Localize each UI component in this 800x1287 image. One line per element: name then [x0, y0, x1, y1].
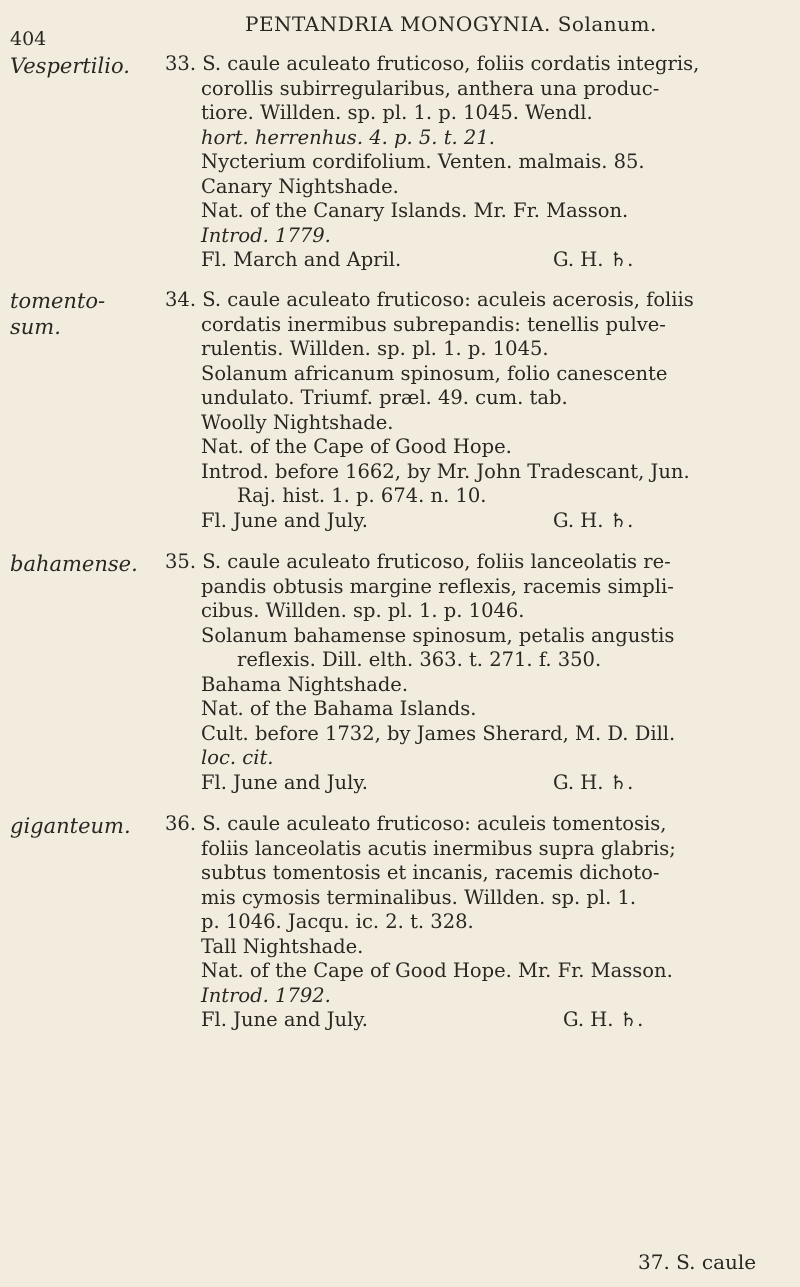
- entry-line: Raj. hist. 1. p. 674. n. 10.: [237, 484, 487, 507]
- entry-line: Nat. of the Canary Islands. Mr. Fr. Masson.: [201, 199, 629, 222]
- entry-line: Introd. before 1662, by Mr. John Tradescant, Jun.: [201, 459, 690, 483]
- entry-line: reflexis. Dill. elth. 363. t. 271. f. 350.: [237, 648, 602, 671]
- status-glyph: G. H. ♄.: [553, 248, 634, 271]
- flowering-line: Fl. June and July.: [201, 1008, 368, 1031]
- species-epithet: giganteum.: [10, 814, 131, 838]
- entry-line: 36. S. caule aculeato fruticoso: aculeis tomentosis,: [165, 812, 667, 835]
- entry-line: p. 1046. Jacqu. ic. 2. t. 328.: [201, 910, 474, 933]
- flowering-line: Fl. March and April.: [201, 248, 402, 271]
- entry-line: Tall Nightshade.: [201, 934, 364, 958]
- entry-line: Nycterium cordifolium. Venten. malmais. 85.: [201, 150, 645, 173]
- entry-text: [165, 550, 755, 795]
- entry-line: subtus tomentosis et incanis, racemis dichoto-: [201, 861, 660, 884]
- entry-line: loc. cit.: [201, 746, 274, 769]
- entry-line-last: [165, 509, 755, 534]
- entry-text: [165, 52, 755, 273]
- entry-line: hort. herrenhus. 4. p. 5. t. 21.: [201, 125, 495, 149]
- species-epithet: tomento-sum.: [10, 289, 106, 339]
- entry-line: Solanum bahamense spinosum, petalis angustis: [201, 623, 675, 647]
- entry-line: cordatis inermibus subrepandis: tenellis pulve-: [201, 312, 666, 336]
- entry-line-last: [165, 771, 755, 796]
- entry-line-last: [165, 1008, 755, 1033]
- entry-line: foliis lanceolatis acutis inermibus supra glabris;: [201, 836, 676, 860]
- entry-line: Nat. of the Cape of Good Hope.: [201, 435, 512, 458]
- status-glyph: G. H. ♄.: [553, 508, 634, 532]
- entry-line: Woolly Nightshade.: [201, 410, 394, 434]
- species-epithet: bahamense.: [10, 552, 138, 576]
- entry-line: Solanum africanum spinosum, folio canescente: [201, 361, 668, 385]
- entry-line: Introd. 1779.: [201, 223, 331, 247]
- status-glyph: G. H. ♄.: [553, 770, 634, 794]
- entry-text: [165, 812, 755, 1033]
- entry-line: Canary Nightshade.: [201, 174, 399, 198]
- entry-text: [165, 288, 755, 533]
- entry-line: undulato. Triumf. præl. 49. cum. tab.: [201, 386, 568, 409]
- page-header: [0, 8, 800, 50]
- entry-line: Bahama Nightshade.: [201, 672, 409, 696]
- flowering-line: Fl. June and July.: [201, 508, 368, 532]
- entry-line: cibus. Willden. sp. pl. 1. p. 1046.: [201, 599, 525, 622]
- species-epithet: Vespertilio.: [10, 54, 130, 78]
- entry-line-last: [165, 248, 755, 273]
- entry-line: rulentis. Willden. sp. pl. 1. p. 1045.: [201, 337, 549, 360]
- entry-line: Nat. of the Bahama Islands.: [201, 697, 477, 720]
- entry-line: Cult. before 1732, by James Sherard, M. D. Dill.: [201, 721, 676, 745]
- entry-line: pandis obtusis margine reflexis, racemis simpli-: [201, 574, 674, 598]
- entry-line: 34. S. caule aculeato fruticoso: aculeis acerosis, foliis: [165, 288, 694, 311]
- running-head: PENTANDRIA MONOGYNIA. Solanum.: [245, 12, 657, 36]
- page-number: 404: [10, 28, 47, 50]
- flowering-line: Fl. June and July.: [201, 770, 368, 794]
- status-glyph: G. H. ♄.: [563, 1008, 644, 1031]
- entry-line: 33. S. caule aculeato fruticoso, foliis cordatis integris,: [165, 52, 700, 75]
- entry-line: corollis subirregularibus, anthera una produc-: [201, 76, 660, 100]
- entry-line: Introd. 1792.: [201, 983, 331, 1007]
- entry-line: tiore. Willden. sp. pl. 1. p. 1045. Wendl.: [201, 101, 593, 124]
- entry-line: Nat. of the Cape of Good Hope. Mr. Fr. Masson.: [201, 959, 673, 982]
- entry-line: mis cymosis terminalibus. Willden. sp. pl. 1.: [201, 885, 637, 909]
- catchword: 37. S. caule: [638, 1250, 757, 1274]
- entry-line: 35. S. caule aculeato fruticoso, foliis lanceolatis re-: [165, 550, 671, 573]
